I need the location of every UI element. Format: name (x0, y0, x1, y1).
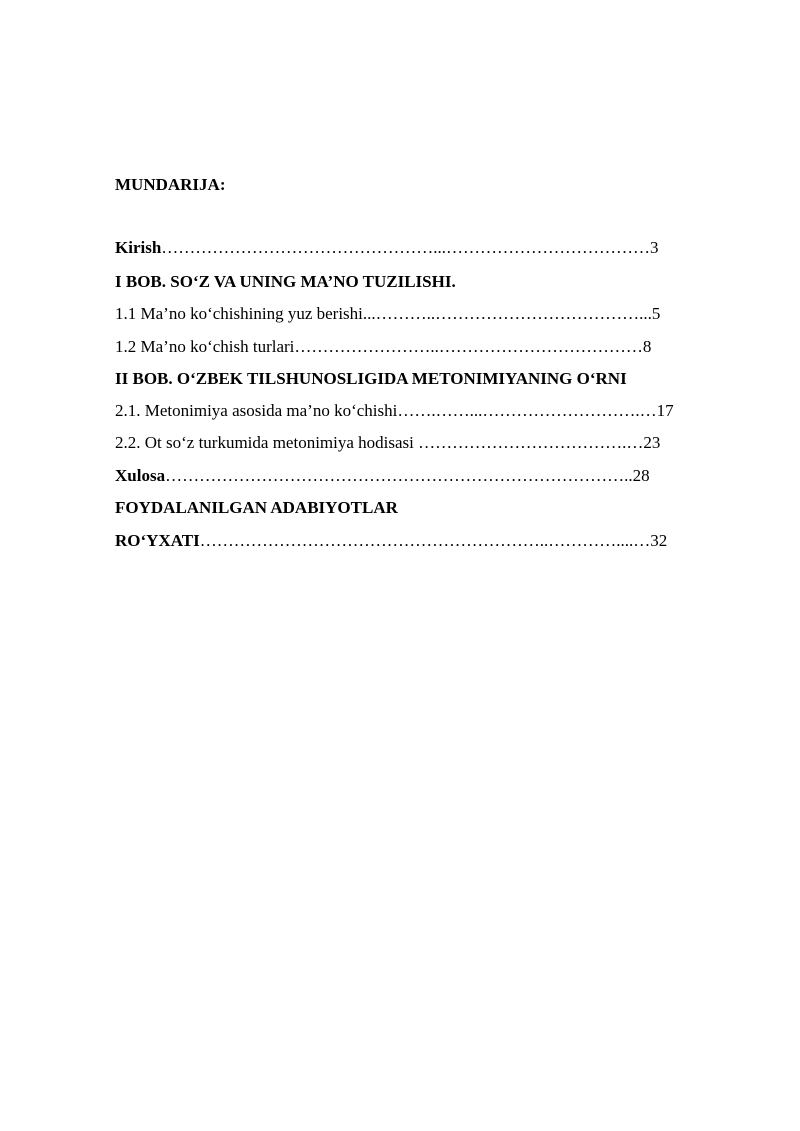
toc-entry-title: Xulosa (115, 466, 166, 485)
toc-page-number: 28 (632, 466, 650, 485)
toc-leader-dots: …….……...……………………….… (397, 401, 657, 420)
toc-entry-title: I BOB. SO‘Z VA UNING MA’NO TUZILISHI. (115, 272, 456, 291)
toc-page-number: 32 (650, 531, 668, 550)
toc-leader-dots: ……………………..……………………………… (294, 337, 643, 356)
toc-entry-title: Kirish (115, 238, 162, 257)
toc-leader-dots: ……………………………….… (418, 433, 644, 452)
toc-entry-title: FOYDALANILGAN ADABIYOTLAR (115, 498, 398, 517)
toc-entry-title: 2.1. Metonimiya asosida ma’no ko‘chishi (115, 401, 398, 420)
toc-entry-xulosa (115, 466, 650, 486)
toc-entry-1-1 (115, 304, 660, 324)
toc-page-number: 17 (656, 401, 674, 420)
toc-leader-dots: ……………………………………………………………………….. (165, 466, 633, 485)
toc-page-number: 8 (642, 337, 652, 356)
toc-references-heading (115, 498, 398, 518)
toc-page-number: 3 (650, 238, 659, 257)
toc-entry-title: 2.2. Ot so‘z turkumida metonimiya hodisasi (115, 433, 419, 452)
toc-leader-dots: ...………..………………………………... (362, 304, 652, 323)
toc-chapter-2-heading (115, 369, 627, 389)
toc-entry-title: RO‘YXATI (115, 531, 200, 550)
toc-entry-title: 1.2 Ma’no ko‘chish turlari (115, 337, 295, 356)
toc-entry-title: 1.1 Ma’no ko‘chishining yuz berishi (115, 304, 363, 323)
toc-leader-dots: …………………………………………...……………………………… (161, 238, 651, 257)
toc-leader-dots: ……………………………………………………..…………....… (199, 531, 651, 550)
toc-chapter-1-heading (115, 272, 456, 292)
toc-entry-kirish (115, 238, 659, 258)
toc-page-number: 5 (651, 304, 661, 323)
toc-entry-references (115, 531, 667, 551)
toc-entry-1-2 (115, 337, 651, 357)
page-title: MUNDARIJA: (115, 175, 226, 194)
toc-entry-2-1 (115, 401, 674, 421)
toc-entry-2-2 (115, 433, 660, 453)
toc-entry-title: II BOB. O‘ZBEK TILSHUNOSLIGIDA METONIMIYANING O‘RNI (115, 369, 627, 388)
toc-page-number: 23 (643, 433, 661, 452)
